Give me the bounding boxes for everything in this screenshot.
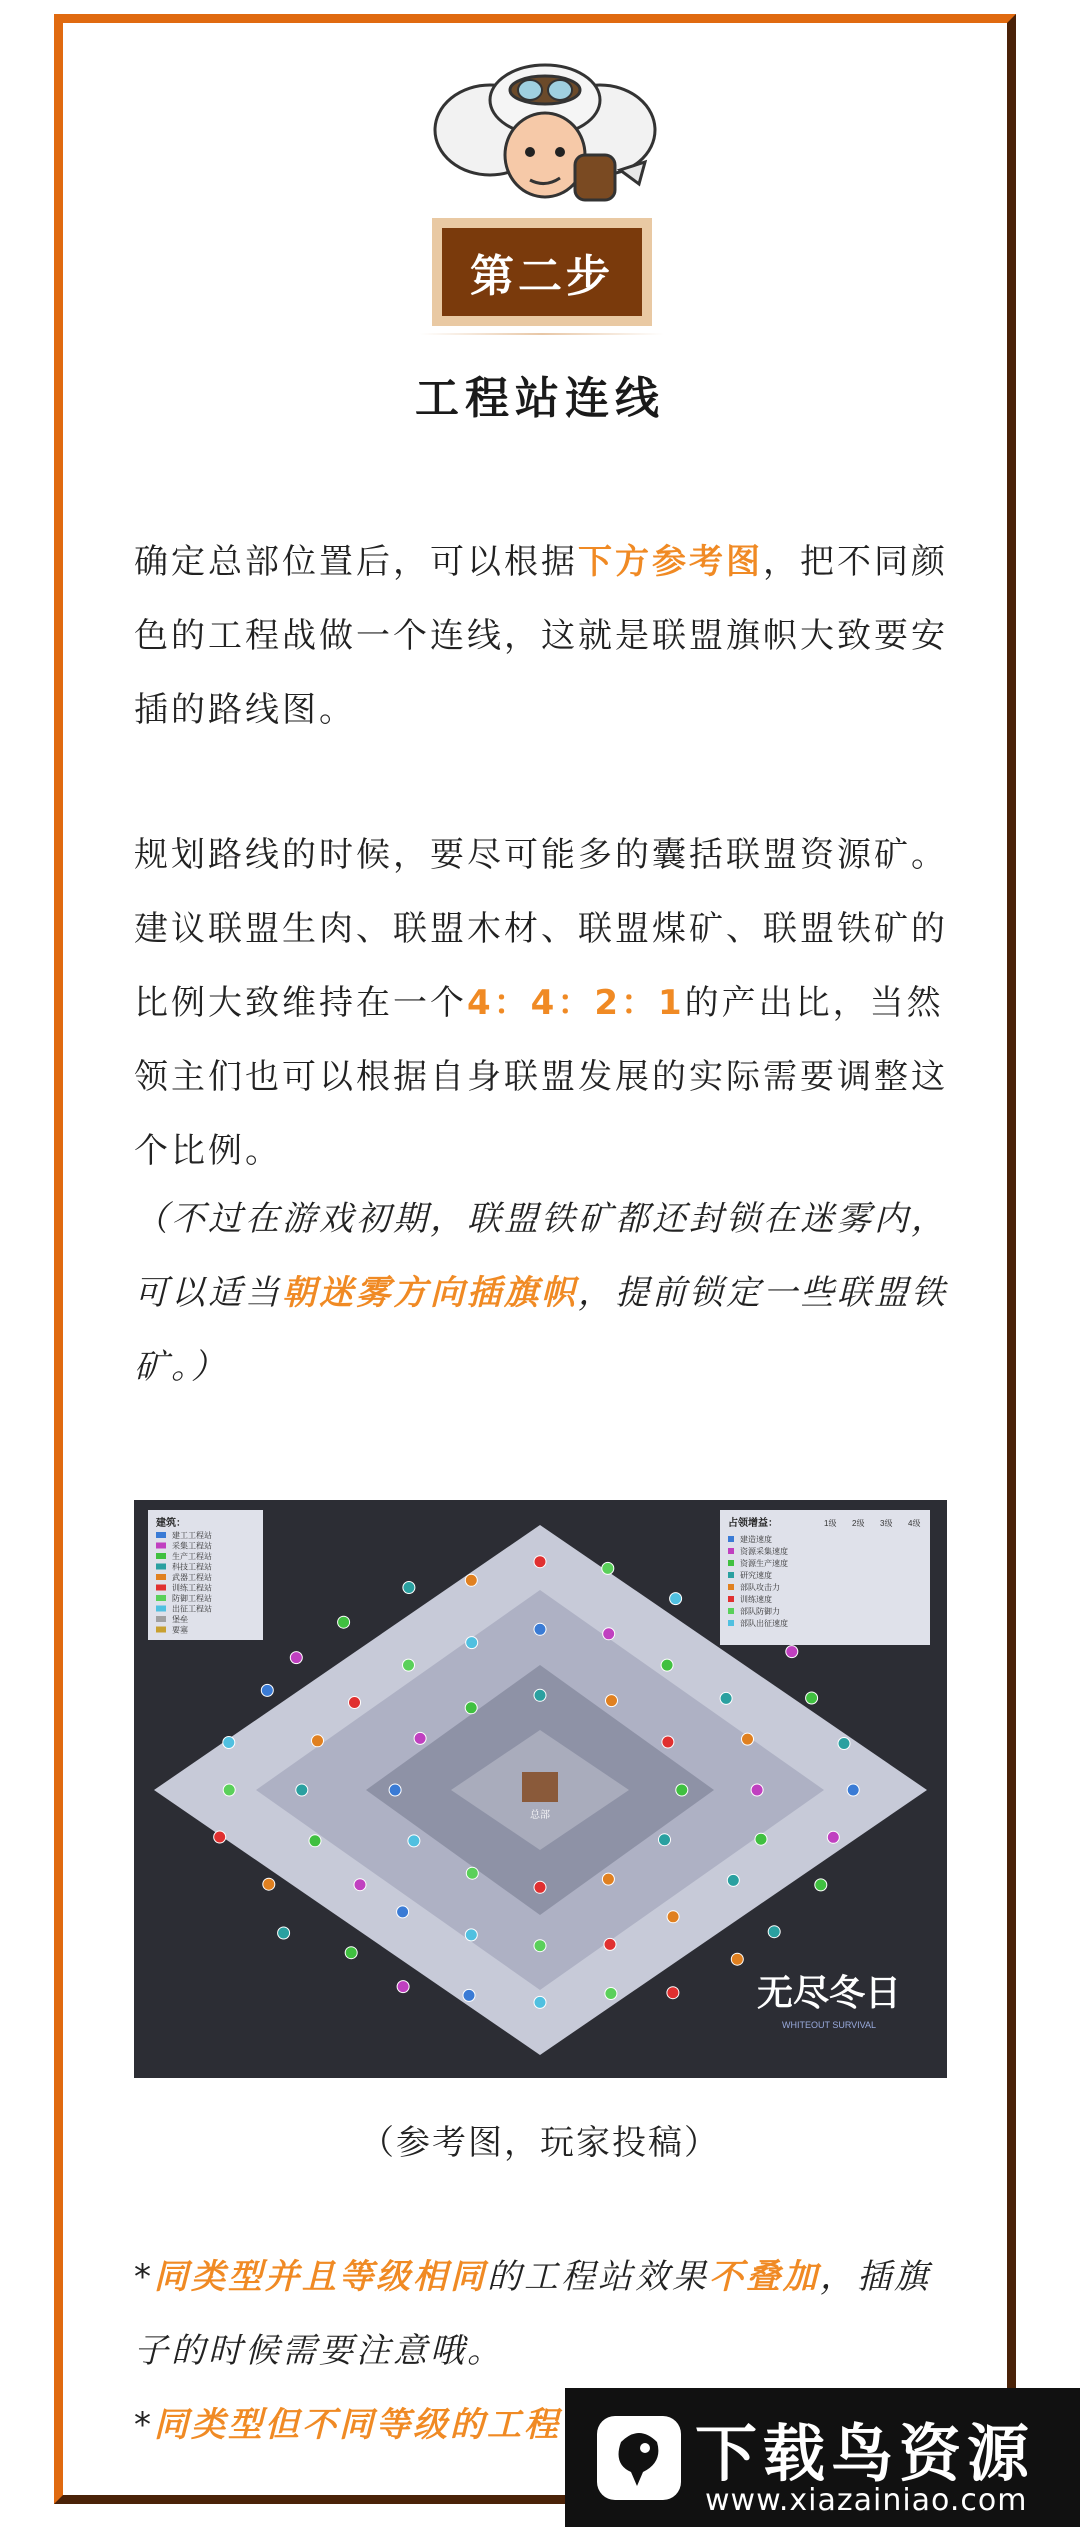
bonus-swatch bbox=[728, 1608, 734, 1614]
map-station-pin bbox=[534, 1689, 546, 1701]
map-station-pin bbox=[659, 1834, 671, 1846]
bonus-column-header: 1级 bbox=[824, 1519, 837, 1528]
map-station-pin bbox=[463, 1989, 475, 2001]
map-svg bbox=[134, 1500, 947, 2078]
game-logo: 无尽冬日 bbox=[756, 1972, 902, 2013]
map-station-pin bbox=[465, 1929, 477, 1941]
map-station-pin bbox=[786, 1646, 798, 1658]
legend-item-label: 采集工程站 bbox=[172, 1541, 212, 1551]
map-station-pin bbox=[667, 1911, 679, 1923]
map-station-pin bbox=[345, 1947, 357, 1959]
legend-item-label: 堡垒 bbox=[172, 1615, 188, 1624]
p3-highlight: 朝迷雾方向插旗帜 bbox=[282, 1273, 578, 1313]
map-station-pin bbox=[403, 1659, 415, 1671]
map-station-pin bbox=[661, 1659, 673, 1671]
map-station-pin bbox=[263, 1878, 275, 1890]
legend-swatch bbox=[156, 1564, 166, 1570]
map-station-pin bbox=[606, 1695, 618, 1707]
bonus-swatch bbox=[728, 1548, 734, 1554]
map-station-pin bbox=[223, 1737, 235, 1749]
note1-star: * bbox=[134, 2257, 154, 2297]
p2-text-before: 规划路线的时候，要尽可能多的囊括联盟资源矿。建议联盟生肉、联盟木材、联盟煤矿、联盟铁矿的比例大致维持在一个 bbox=[134, 835, 948, 1023]
map-station-pin bbox=[751, 1784, 763, 1796]
map-station-pin bbox=[466, 1637, 478, 1649]
p1-text-after: ，把不同颜色的工程战做一个连线，这就是联盟旗帜大致要安插的路线图。 bbox=[134, 542, 948, 730]
map-station-pin bbox=[397, 1906, 409, 1918]
bonus-swatch bbox=[728, 1584, 734, 1590]
map-station-pin bbox=[290, 1652, 302, 1664]
note1-highlight-2: 不叠加 bbox=[709, 2257, 820, 2297]
bonus-item-label: 研究速度 bbox=[740, 1571, 772, 1580]
map-station-pin bbox=[278, 1927, 290, 1939]
note1-highlight-1: 同类型并且等级相同 bbox=[154, 2257, 487, 2297]
map-station-pin bbox=[214, 1831, 226, 1843]
map-station-pin bbox=[223, 1784, 235, 1796]
legend-swatch bbox=[156, 1606, 166, 1612]
watermark-title: 下载鸟资源 bbox=[695, 2417, 1036, 2490]
legend-item-label: 武器工程站 bbox=[172, 1573, 212, 1582]
map-station-pin bbox=[349, 1697, 361, 1709]
map-station-pin bbox=[534, 1881, 546, 1893]
map-station-pin bbox=[403, 1582, 415, 1594]
map-station-pin bbox=[296, 1784, 308, 1796]
map-station-pin bbox=[727, 1874, 739, 1886]
bonus-swatch bbox=[728, 1572, 734, 1578]
bonus-swatch bbox=[728, 1596, 734, 1602]
watermark-banner bbox=[565, 2388, 1080, 2527]
p3-text-before: （不过在游戏初期，联盟铁矿都还封锁在迷雾内，可以适当 bbox=[134, 1199, 948, 1313]
map-station-pin bbox=[720, 1692, 732, 1704]
map-station-pin bbox=[309, 1835, 321, 1847]
bonus-column-header: 3级 bbox=[880, 1519, 893, 1528]
watermark-url: www.xiazainiao.com bbox=[705, 2483, 1028, 2518]
map-station-pin bbox=[354, 1879, 366, 1891]
map-station-pin bbox=[408, 1835, 420, 1847]
note1-after: ，插旗子的时候需要注意哦。 bbox=[134, 2257, 931, 2371]
hq-label: 总部 bbox=[530, 1810, 550, 1821]
paragraph-3 bbox=[134, 1182, 954, 1404]
legend-item-label: 训练工程站 bbox=[172, 1583, 212, 1593]
map-station-pin bbox=[605, 1988, 617, 2000]
bonus-item-label: 部队防御力 bbox=[740, 1607, 780, 1616]
map-station-pin bbox=[755, 1833, 767, 1845]
bonus-swatch bbox=[728, 1536, 734, 1542]
legend-swatch bbox=[156, 1627, 166, 1633]
legend-item-label: 科技工程站 bbox=[172, 1562, 212, 1572]
legend-swatch bbox=[156, 1616, 166, 1622]
map-station-pin bbox=[604, 1938, 616, 1950]
map-station-pin bbox=[662, 1736, 674, 1748]
legend-swatch bbox=[156, 1585, 166, 1591]
map-station-pin bbox=[389, 1784, 401, 1796]
section-title: 工程站连线 bbox=[415, 373, 665, 424]
reference-map-image bbox=[134, 1500, 947, 2078]
map-station-pin bbox=[261, 1684, 273, 1696]
p2-text-after: 的产出比，当然领主们也可以根据自身联盟发展的实际需要调整这个比例。 bbox=[134, 983, 948, 1171]
bonus-swatch bbox=[728, 1620, 734, 1626]
step-badge bbox=[432, 218, 652, 326]
map-station-pin bbox=[397, 1981, 409, 1993]
map-station-pin bbox=[742, 1733, 754, 1745]
map-station-pin bbox=[465, 1574, 477, 1586]
map-station-pin bbox=[815, 1879, 827, 1891]
legend-item-label: 建工工程站 bbox=[172, 1531, 212, 1540]
map-station-pin bbox=[806, 1692, 818, 1704]
note2-highlight: 同类型但不同等级的工程 bbox=[154, 2405, 561, 2445]
hq-icon bbox=[522, 1772, 558, 1802]
mascot-illustration bbox=[430, 60, 660, 220]
legend-title: 建筑： bbox=[156, 1518, 186, 1529]
bonus-item-label: 资源生产速度 bbox=[740, 1559, 788, 1568]
p1-highlight: 下方参考图 bbox=[578, 542, 763, 582]
map-station-pin bbox=[838, 1738, 850, 1750]
p3-text-after: ，提前锁定一些联盟铁矿。） bbox=[134, 1273, 948, 1387]
step-underline bbox=[420, 333, 664, 335]
legend-item-label: 要塞 bbox=[172, 1625, 188, 1635]
note-1 bbox=[134, 2240, 954, 2388]
bonus-item-label: 部队攻击力 bbox=[740, 1583, 780, 1592]
paragraph-2 bbox=[134, 818, 954, 1188]
map-station-pin bbox=[847, 1784, 859, 1796]
map-station-pin bbox=[603, 1628, 615, 1640]
map-station-pin bbox=[667, 1987, 679, 1999]
legend-swatch bbox=[156, 1532, 166, 1538]
step-label: 第二步 bbox=[442, 228, 642, 316]
bonus-column-header: 4级 bbox=[908, 1519, 921, 1528]
bird-logo-icon bbox=[593, 2412, 685, 2504]
map-station-pin bbox=[534, 1996, 546, 2008]
bonus-title: 占领增益： bbox=[728, 1518, 778, 1529]
legend-item-label: 生产工程站 bbox=[172, 1552, 212, 1561]
legend-swatch bbox=[156, 1543, 166, 1549]
map-station-pin bbox=[731, 1953, 743, 1965]
map-station-pin bbox=[602, 1873, 614, 1885]
bonus-item-label: 训练速度 bbox=[740, 1595, 772, 1604]
bonus-column-header: 2级 bbox=[852, 1519, 865, 1528]
bonus-item-label: 部队出征速度 bbox=[740, 1619, 788, 1628]
map-station-pin bbox=[602, 1562, 614, 1574]
map-station-pin bbox=[827, 1831, 839, 1843]
map-station-pin bbox=[676, 1784, 688, 1796]
legend-swatch bbox=[156, 1595, 166, 1601]
map-station-pin bbox=[338, 1616, 350, 1628]
p1-text-before: 确定总部位置后，可以根据 bbox=[134, 542, 578, 582]
map-station-pin bbox=[534, 1940, 546, 1952]
paragraph-1 bbox=[134, 525, 954, 747]
note2-star: * bbox=[134, 2405, 154, 2445]
legend-item-label: 出征工程站 bbox=[172, 1604, 212, 1614]
map-station-pin bbox=[466, 1867, 478, 1879]
note1-middle: 的工程站效果 bbox=[487, 2257, 709, 2297]
bonus-swatch bbox=[728, 1560, 734, 1566]
map-station-pin bbox=[414, 1732, 426, 1744]
map-station-pin bbox=[768, 1926, 780, 1938]
p2-highlight: 4：4：2：1 bbox=[467, 983, 685, 1023]
map-station-pin bbox=[534, 1556, 546, 1568]
legend-item-label: 防御工程站 bbox=[172, 1594, 212, 1603]
map-caption: （参考图，玩家投稿） bbox=[360, 2123, 720, 2163]
bonus-item-label: 建造速度 bbox=[740, 1535, 772, 1544]
bonus-item-label: 资源采集速度 bbox=[740, 1547, 788, 1556]
legend-swatch bbox=[156, 1574, 166, 1580]
map-station-pin bbox=[465, 1702, 477, 1714]
legend-swatch bbox=[156, 1553, 166, 1559]
map-station-pin bbox=[312, 1735, 324, 1747]
map-station-pin bbox=[534, 1623, 546, 1635]
game-logo-sub: WHITEOUT SURVIVAL bbox=[781, 2020, 877, 2030]
map-station-pin bbox=[670, 1593, 682, 1605]
